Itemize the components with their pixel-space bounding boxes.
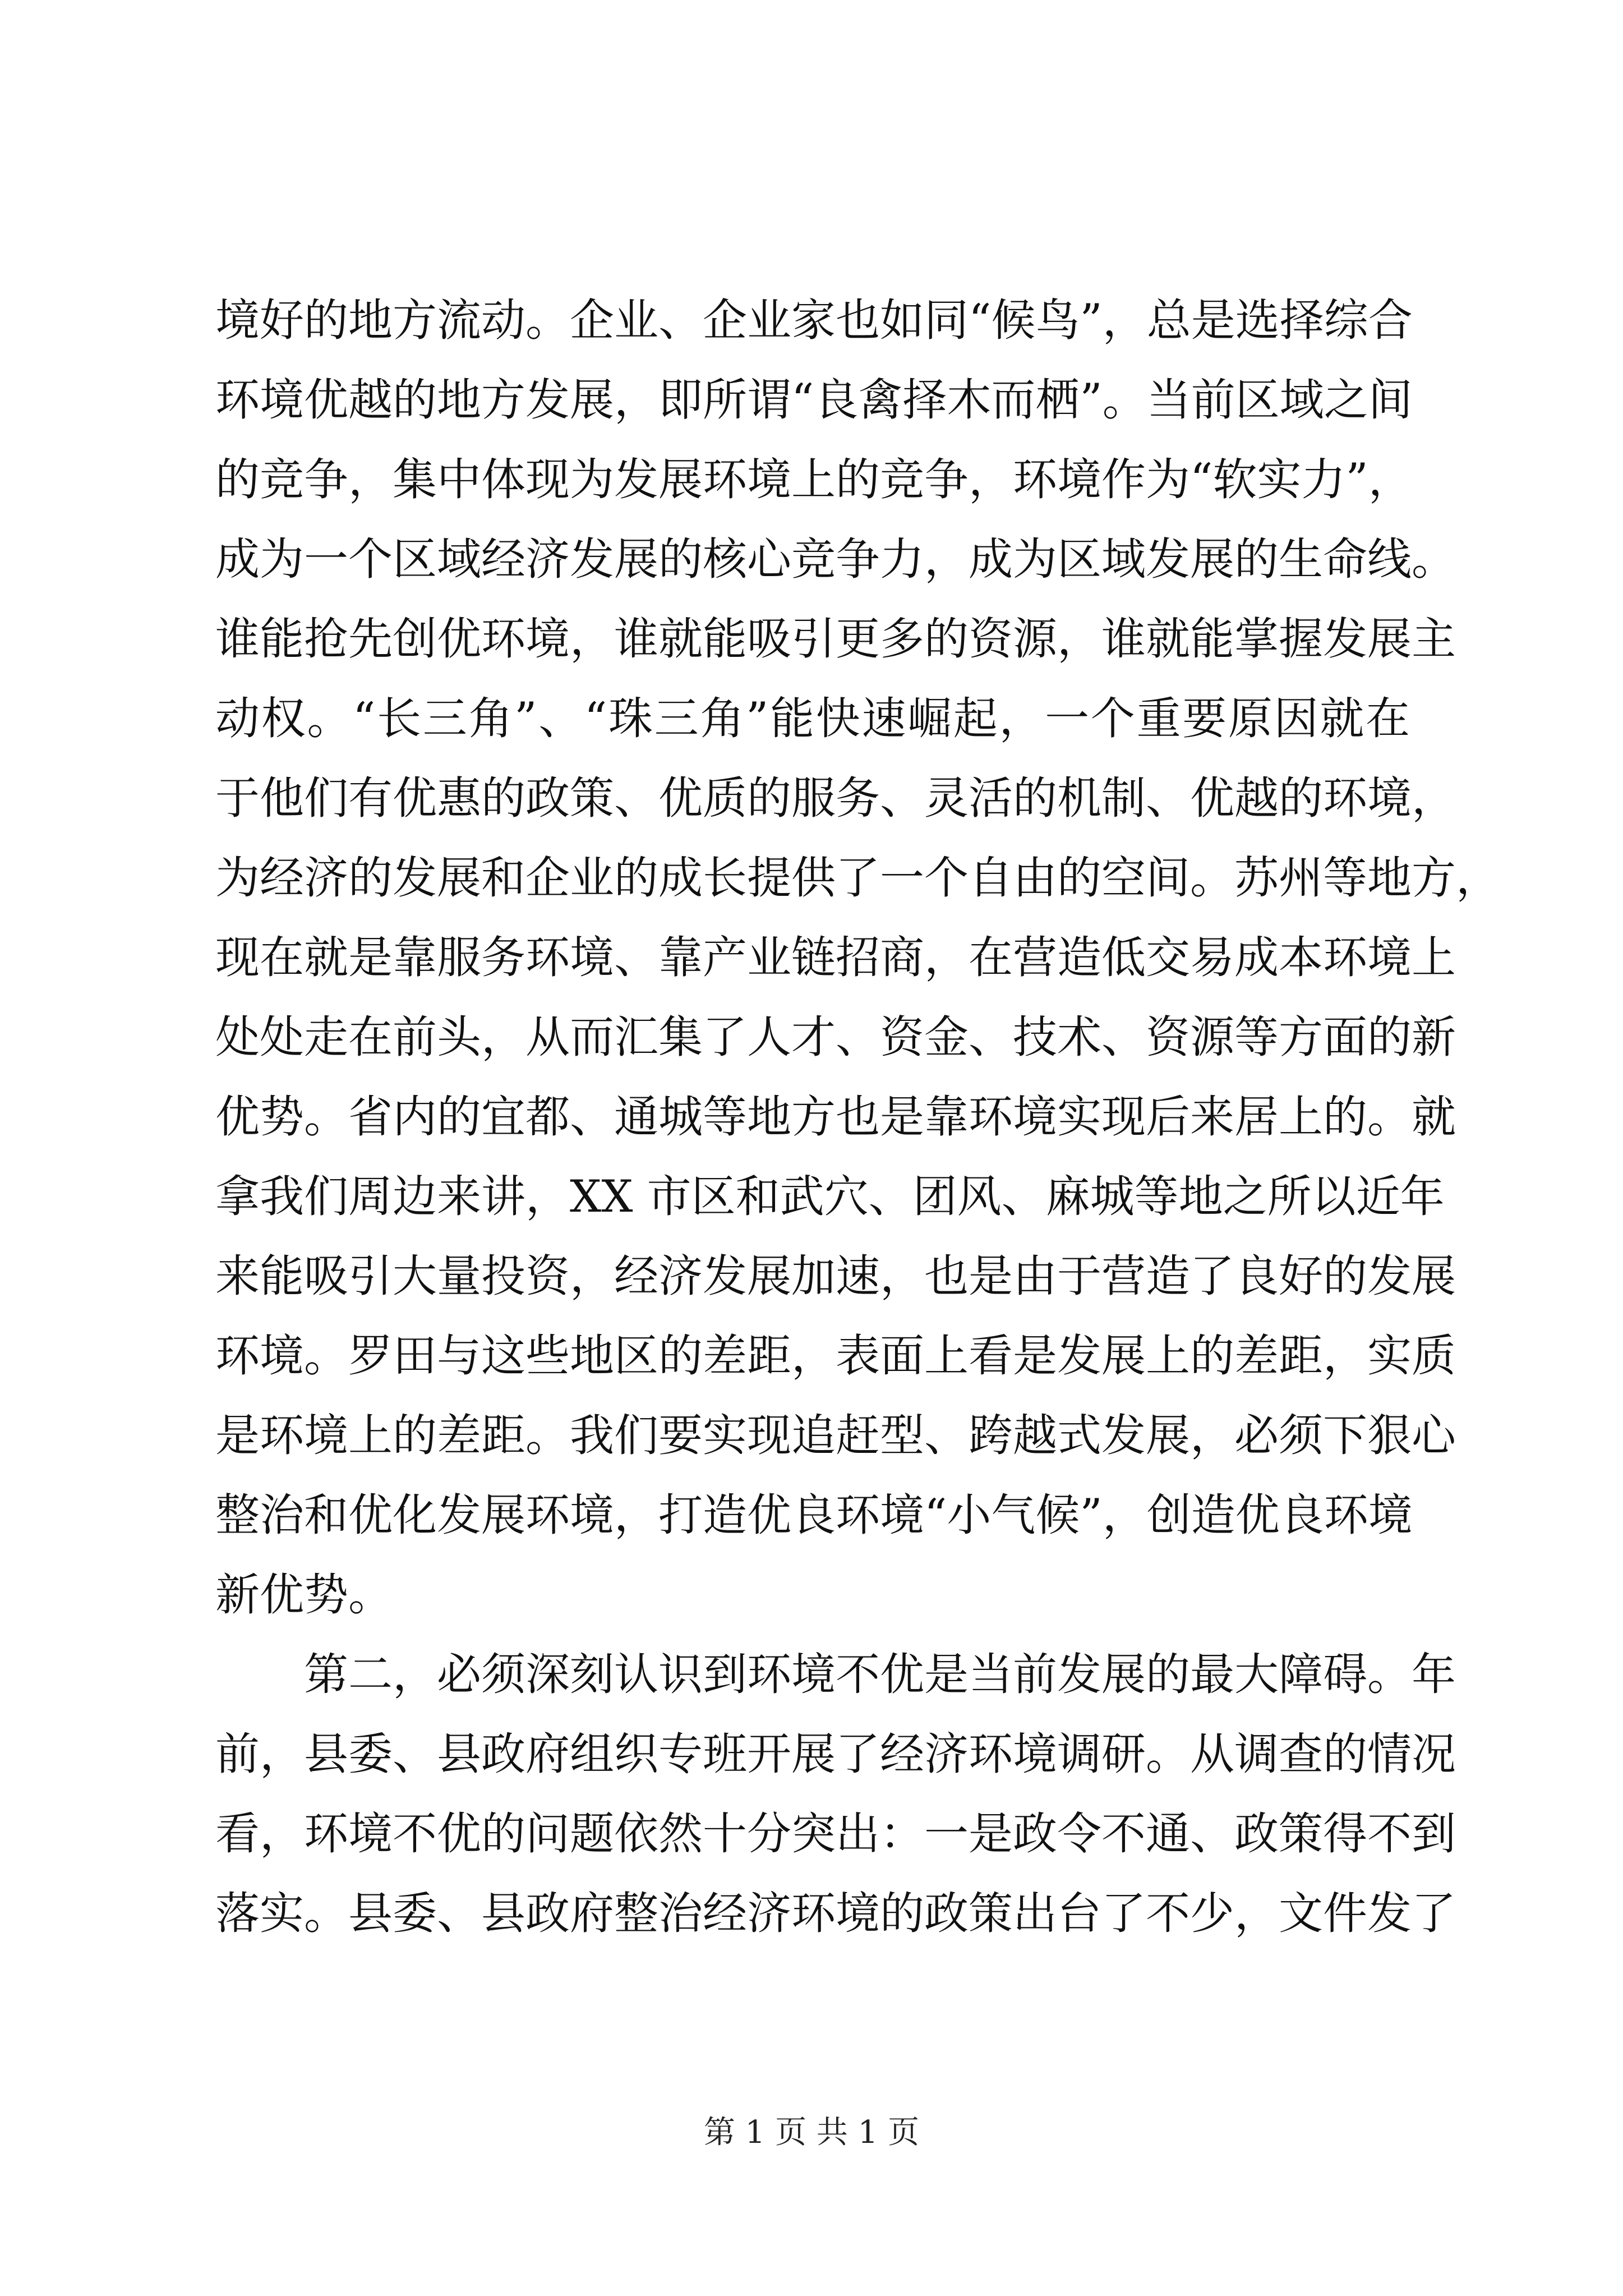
text-line: 整治和优化发展环境，打造优良环境“小气候”，创造优良环境 — [215, 1489, 1413, 1541]
text-line: 谁能抢先创优环境，谁就能吸引更多的资源，谁就能掌握发展主 — [215, 613, 1456, 665]
text-line: 优势。省内的宜都、通城等地方也是靠环境实现后来居上的。就 — [215, 1091, 1456, 1143]
text-line-paragraph-end: 新优势。 — [215, 1569, 393, 1621]
text-line: 拿我们周边来讲，XX 市区和武穴、团风、麻城等地之所以近年 — [215, 1171, 1445, 1222]
text-line: 的竞争，集中体现为发展环境上的竞争，环境作为“软实力”， — [215, 454, 1413, 505]
text-line: 看，环境不优的问题依然十分突出：一是政令不通、政策得不到 — [215, 1808, 1456, 1860]
text-line: 于他们有优惠的政策、优质的服务、灵活的机制、优越的环境， — [215, 772, 1456, 824]
text-line: 处处走在前头，从而汇集了人才、资金、技术、资源等方面的新 — [215, 1011, 1456, 1063]
text-line: 为经济的发展和企业的成长提供了一个自由的空间。苏州等地方， — [215, 852, 1500, 904]
page-number-footer: 第 1 页 共 1 页 — [703, 2114, 920, 2151]
text-line: 环境优越的地方发展，即所谓“良禽择木而栖”。当前区域之间 — [215, 374, 1413, 426]
text-line: 落实。县委、县政府整治经济环境的政策出台了不少，文件发了 — [215, 1888, 1456, 1939]
text-line: 是环境上的差距。我们要实现追赶型、跨越式发展，必须下狠心 — [215, 1410, 1456, 1461]
body-text — [215, 280, 1500, 1953]
text-line: 动权。“长三角”、“珠三角”能快速崛起，一个重要原因就在 — [215, 693, 1410, 744]
text-line-paragraph-start: 第二，必须深刻认识到环境不优是当前发展的最大障碍。年 — [304, 1649, 1456, 1700]
text-line: 前，县委、县政府组织专班开展了经济环境调研。从调查的情况 — [215, 1728, 1456, 1780]
text-line: 境好的地方流动。企业、企业家也如同“候鸟”，总是选择综合 — [215, 295, 1413, 346]
text-line: 现在就是靠服务环境、靠产业链招商，在营造低交易成本环境上 — [215, 932, 1456, 983]
text-line: 成为一个区域经济发展的核心竞争力，成为区域发展的生命线。 — [215, 533, 1456, 585]
text-line: 来能吸引大量投资，经济发展加速，也是由于营造了良好的发展 — [215, 1250, 1456, 1302]
text-line: 环境。罗田与这些地区的差距，表面上看是发展上的差距，实质 — [215, 1330, 1456, 1382]
